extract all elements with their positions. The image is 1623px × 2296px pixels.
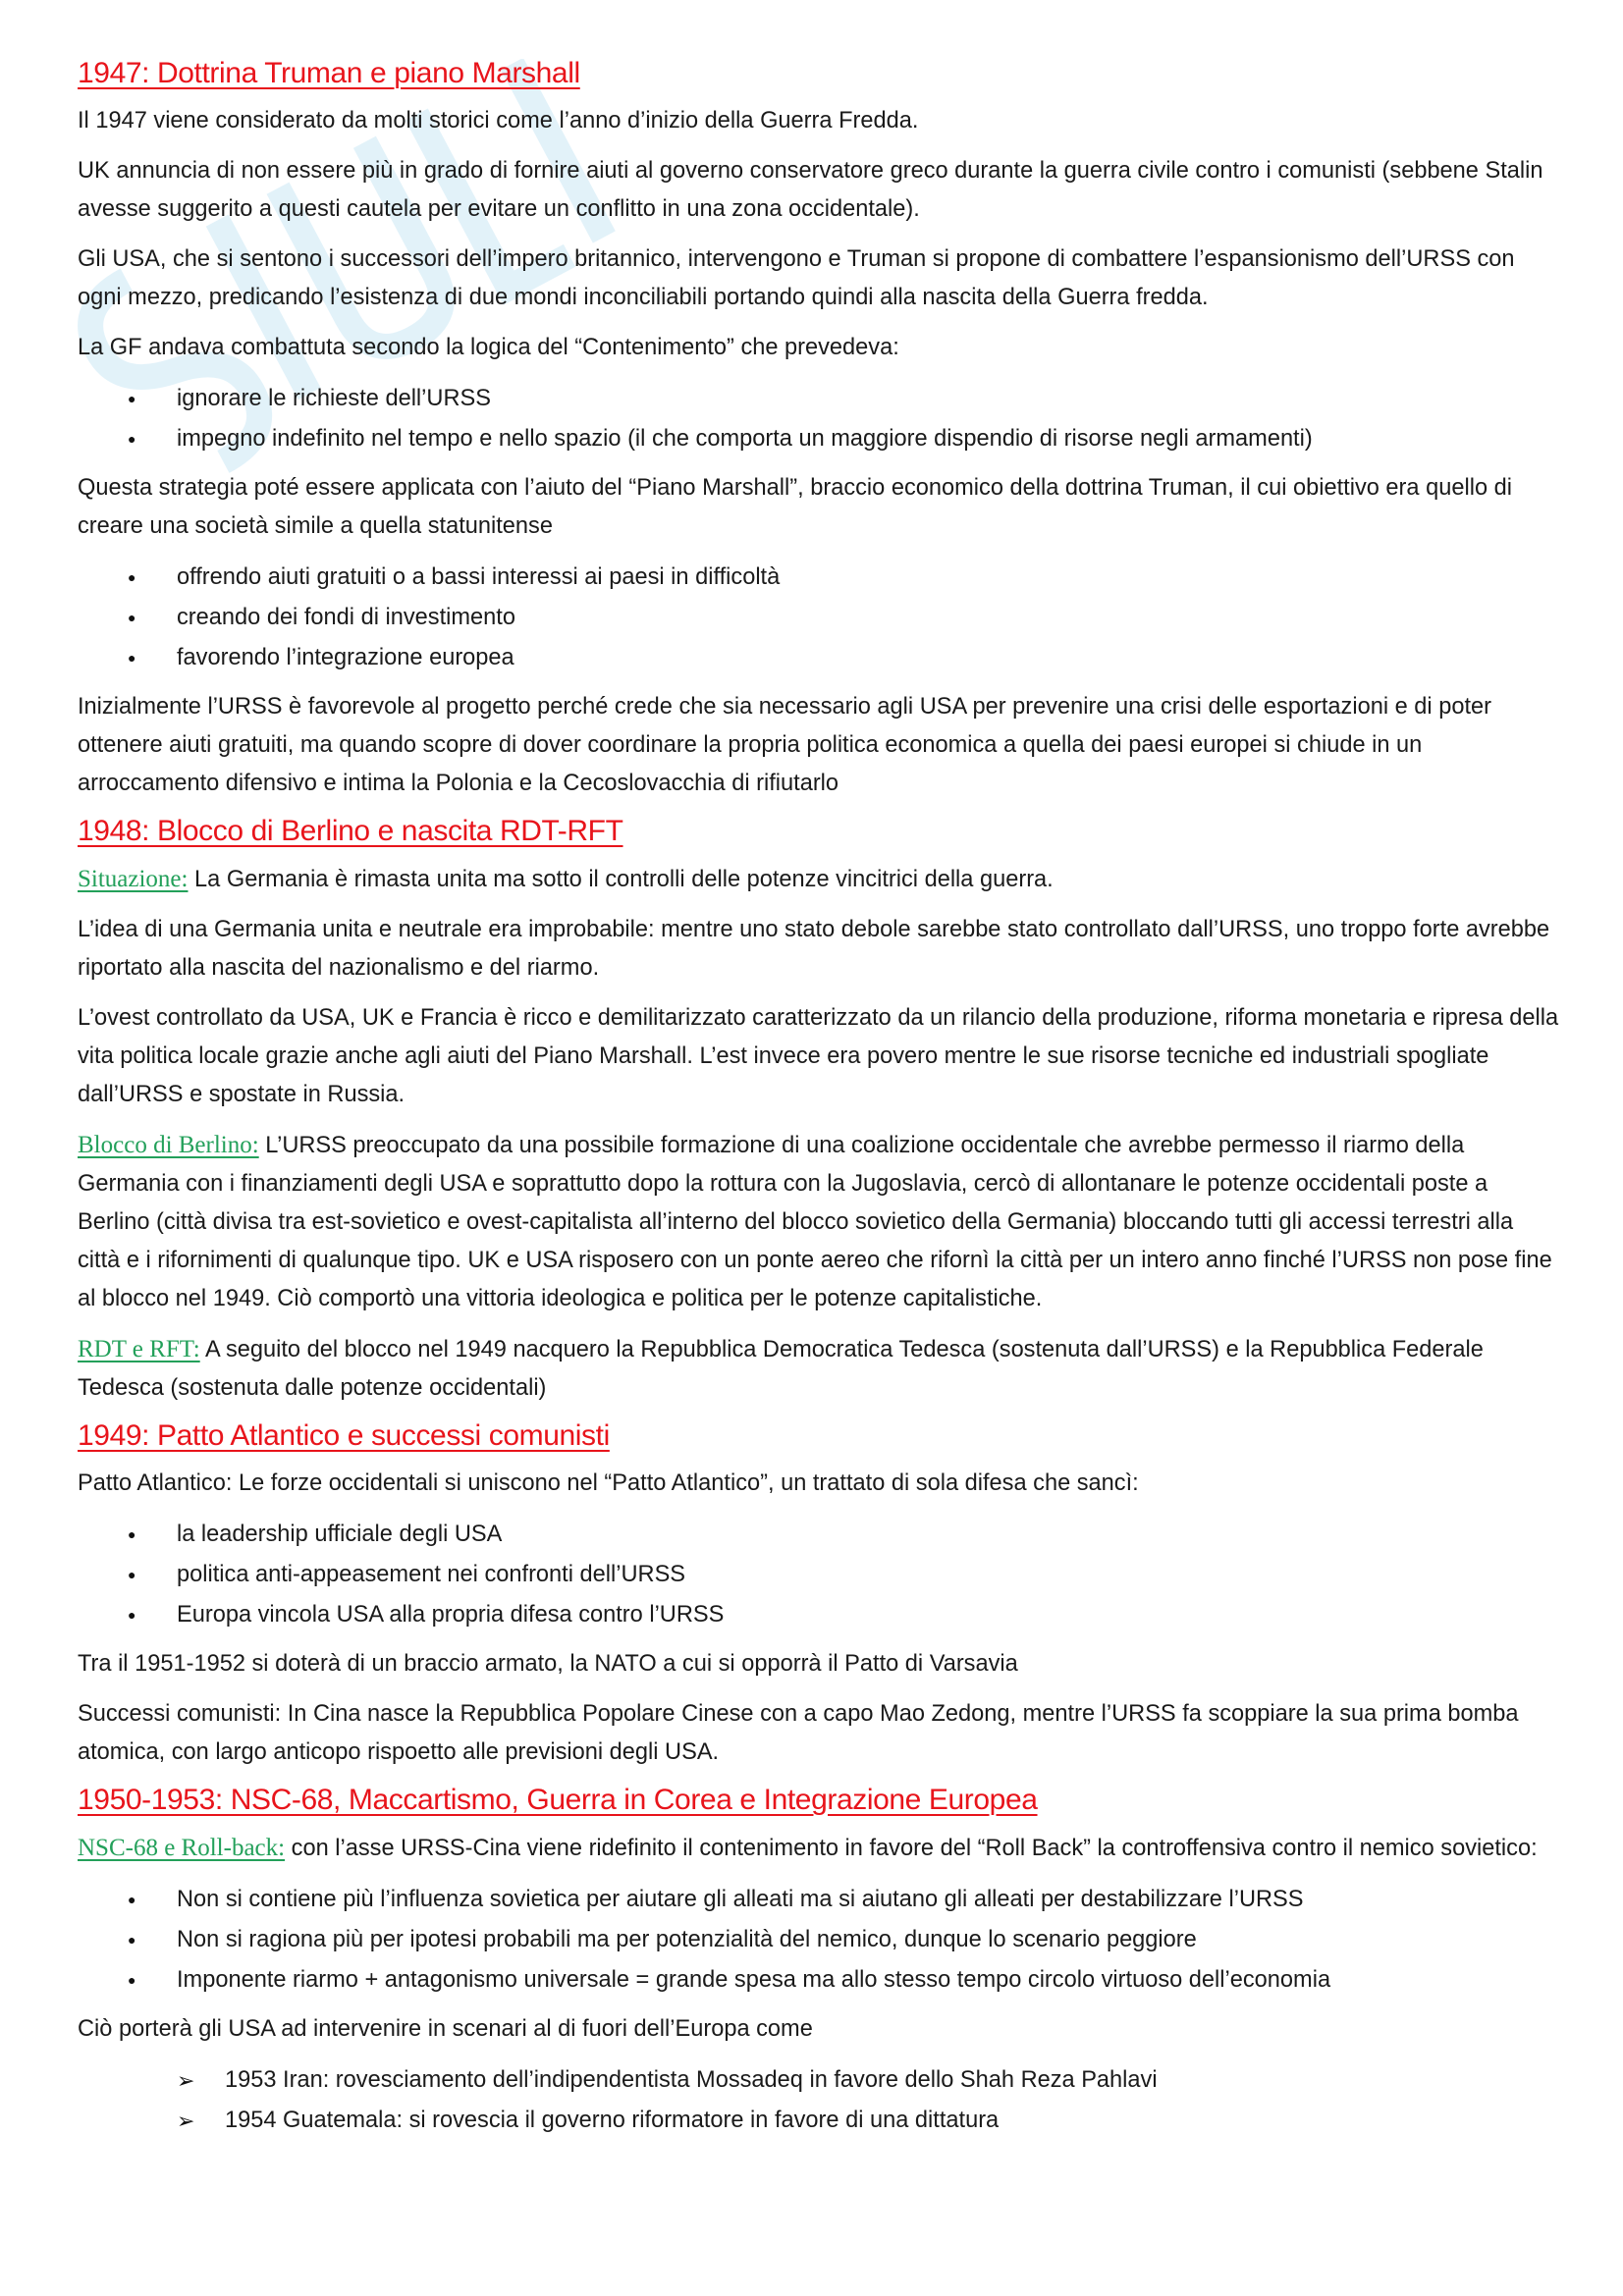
list-item: ● favorendo l’integrazione europea xyxy=(78,638,1560,678)
bullet-list xyxy=(78,558,1560,678)
label-blocco-berlino: Blocco di Berlino: xyxy=(78,1132,259,1158)
paragraph: NSC-68 e Roll-back: con l’asse URSS-Cina viene ridefinito il contenimento in favore del “Roll Back” la controffensiva contro il nemico sovietico: xyxy=(78,1835,1538,1861)
list-item: ● Non si ragiona più per ipotesi probabili ma per potenzialità del nemico, dunque lo scenario peggiore xyxy=(78,1920,1560,1960)
heading-1950: 1950-1953: NSC-68, Maccartismo, Guerra in Corea e Integrazione Europea xyxy=(78,1784,1038,1816)
paragraph: Patto Atlantico: Le forze occidentali si uniscono nel “Patto Atlantico”, un trattato di sola difesa che sancì: xyxy=(78,1470,1139,1496)
list-item: ● la leadership ufficiale degli USA xyxy=(78,1515,1560,1555)
list-item: ● politica anti-appeasement nei confronti dell’URSS xyxy=(78,1555,1560,1595)
section-1948 xyxy=(78,815,1560,848)
label-nsc68: NSC-68 e Roll-back: xyxy=(78,1835,286,1861)
list-item: ● Imponente riarmo + antagonismo universale = grande spesa ma allo stesso tempo circolo virtuoso dell’economia xyxy=(78,1960,1560,2001)
section-1950 xyxy=(78,1784,1560,1817)
paragraph: Successi comunisti: In Cina nasce la Repubblica Popolare Cinese con a capo Mao Zedong, mentre l’URSS fa scoppiare la sua prima bomba atomica, con largo anticopo rispoetto alle previsioni degli USA. xyxy=(78,1701,1519,1765)
list-item: ➢ 1954 Guatemala: si rovescia il governo riformatore in favore di una dittatura xyxy=(78,2101,1560,2141)
list-item: ● Europa vincola USA alla propria difesa contro l’URSS xyxy=(78,1595,1560,1635)
heading-1949: 1949: Patto Atlantico e successi comunisti xyxy=(78,1419,610,1452)
paragraph: L’idea di una Germania unita e neutrale era improbabile: mentre uno stato debole sarebbe stato controllato dall’URSS, uno troppo forte avrebbe riportato alla nascita del nazionalismo e del riarmo. xyxy=(78,917,1550,981)
paragraph: Questa strategia poté essere applicata con l’aiuto del “Piano Marshall”, braccio economico della dottrina Truman, il cui obiettivo era quello di creare una società simile a quella statunitense xyxy=(78,475,1512,539)
paragraph: L’ovest controllato da USA, UK e Francia è ricco e demilitarizzato caratterizzato da un rilancio della produzione, riforma monetaria e ripresa della vita politica locale grazie anche agli aiuti del Piano Marshall. L’est invece era povero mentre le sue risorse tecniche ed industriali spogliate dall’URSS e spostate in Russia. xyxy=(78,1005,1559,1107)
paragraph: Il 1947 viene considerato da molti storici come l’anno d’inizio della Guerra Fredda. xyxy=(78,108,919,133)
paragraph: La GF andava combattuta secondo la logica del “Contenimento” che prevedeva: xyxy=(78,335,899,360)
paragraph: Tra il 1951-1952 si doterà di un braccio armato, la NATO a cui si opporrà il Patto di Varsavia xyxy=(78,1651,1018,1677)
bullet-list xyxy=(78,1880,1560,2001)
arrow-list xyxy=(78,2060,1560,2141)
list-item: ● impegno indefinito nel tempo e nello spazio (il che comporta un maggiore dispendio di risorse negli armamenti) xyxy=(78,419,1560,459)
document-page xyxy=(78,57,1560,2151)
heading-1948: 1948: Blocco di Berlino e nascita RDT-RFT xyxy=(78,815,623,847)
section-1949 xyxy=(78,1419,1560,1453)
list-item: ➢ 1953 Iran: rovesciamento dell’indipendentista Mossadeq in favore dello Shah Reza Pahlavi xyxy=(78,2060,1560,2101)
list-item: ● Non si contiene più l’influenza sovietica per aiutare gli alleati ma si aiutano gli alleati per destabilizzare l’URSS xyxy=(78,1880,1560,1920)
label-rdt-rft: RDT e RFT: xyxy=(78,1336,200,1362)
paragraph: Inizialmente l’URSS è favorevole al progetto perché crede che sia necessario agli USA per prevenire una crisi delle esportazioni e di poter ottenere aiuti gratuiti, ma quando scopre di dover coordinare la propria politica economica a quella dei paesi europei si chiude in un arroccamento difensivo e intima la Polonia e la Cecoslovacchia di rifiutarlo xyxy=(78,694,1491,796)
paragraph: RDT e RFT: A seguito del blocco nel 1949 nacquero la Repubblica Democratica Tedesca (sostenuta dall’URSS) e la Repubblica Federale Tedesca (sostenuta dalle potenze occidentali) xyxy=(78,1336,1484,1401)
bullet-list xyxy=(78,379,1560,459)
section-1947 xyxy=(78,57,1560,90)
list-item: ● offrendo aiuti gratuiti o a bassi interessi ai paesi in difficoltà xyxy=(78,558,1560,598)
paragraph: UK annuncia di non essere più in grado di fornire aiuti al governo conservatore greco durante la guerra civile contro i comunisti (sebbene Stalin avesse suggerito a questi cautela per evitare un conflitto in una zona occidentale). xyxy=(78,158,1543,222)
paragraph: Gli USA, che si sentono i successori dell’impero britannico, intervengono e Truman si propone di combattere l’espansionismo dell’URSS con ogni mezzo, predicando l’esistenza di due mondi inconciliabili portando quindi alla nascita della Guerra fredda. xyxy=(78,246,1515,310)
paragraph: Situazione: La Germania è rimasta unita ma sotto il controlli delle potenze vincitrici della guerra. xyxy=(78,866,1054,892)
label-situazione: Situazione: xyxy=(78,866,189,892)
paragraph: Ciò porterà gli USA ad intervenire in scenari al di fuori dell’Europa come xyxy=(78,2016,813,2042)
paragraph: Blocco di Berlino: L’URSS preoccupato da una possibile formazione di una coalizione occidentale che avrebbe permesso il riarmo della Germania con i finanziamenti degli USA e soprattutto dopo la rottura con la Jugoslavia, cercò di allontanare le potenze occidentali poste a Berlino (città divisa tra est-sovietico e ovest-capitalista all’interno del blocco sovietico della Germania) bloccando tutti gli accessi terrestri alla città e i rifornimenti di qualunque tipo. UK e USA risposero con un ponte aereo che rifornì la città per un intero anno finché l’URSS non pose fine al blocco nel 1949. Ciò comportò una vittoria ideologica e politica per le potenze capitalistiche. xyxy=(78,1132,1552,1311)
heading-1947: 1947: Dottrina Truman e piano Marshall xyxy=(78,57,580,89)
list-item: ● ignorare le richieste dell’URSS xyxy=(78,379,1560,419)
list-item: ● creando dei fondi di investimento xyxy=(78,598,1560,638)
bullet-list xyxy=(78,1515,1560,1635)
